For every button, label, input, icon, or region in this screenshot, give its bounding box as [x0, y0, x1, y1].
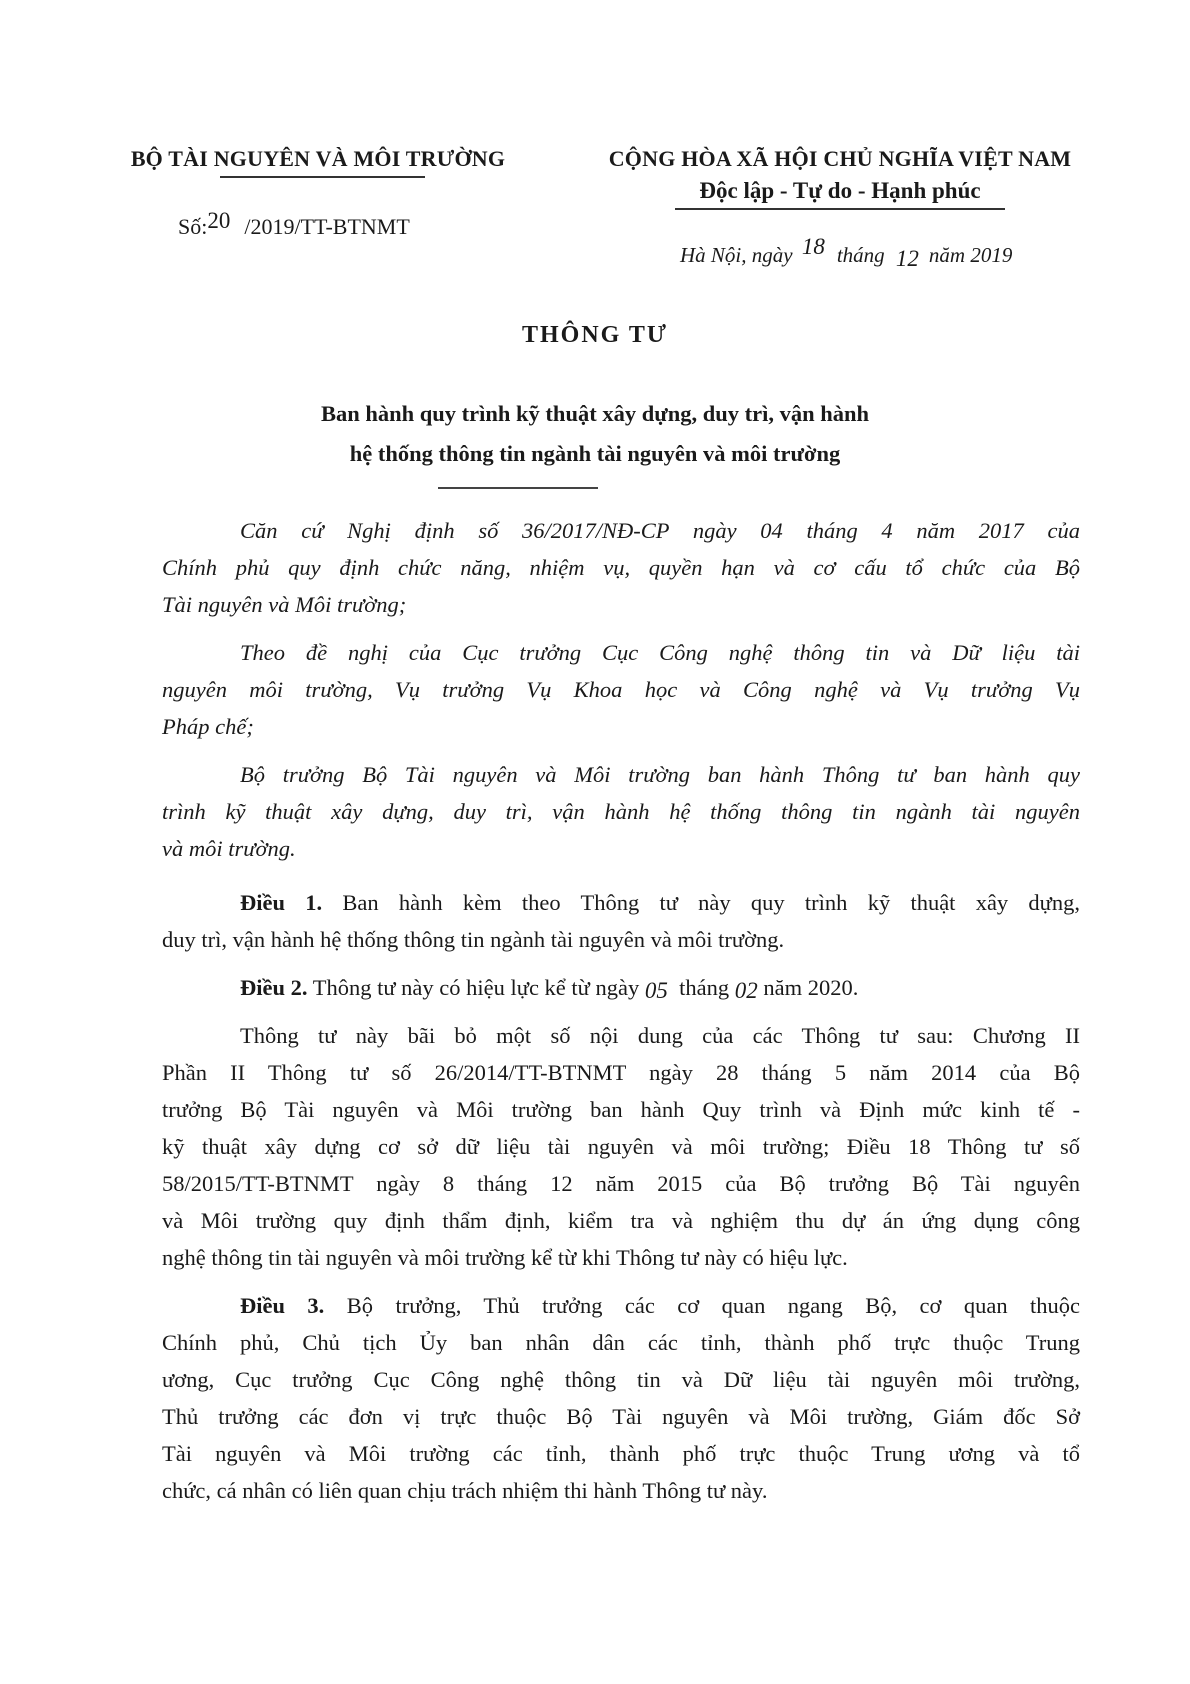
place-date	[680, 234, 1013, 271]
doc-number-prefix: Số:	[178, 214, 208, 239]
place-date-prefix: Hà Nội, ngày	[680, 243, 793, 267]
text-line: nguyên môi trường, Vụ trưởng Vụ Khoa học và Công nghệ và Vụ trưởng Vụ	[162, 677, 1080, 702]
date-month: 12	[895, 246, 919, 271]
article-label: Điều 2.	[240, 975, 308, 1000]
subject-line: Ban hành quy trình kỹ thuật xây dựng, duy trì, vận hành	[320, 401, 870, 426]
text-line: trình kỹ thuật xây dựng, duy trì, vận hành hệ thống thông tin ngành tài nguyên	[162, 799, 1080, 824]
article-3	[162, 1287, 1080, 1509]
preamble-proposal	[162, 634, 1080, 745]
text-line: Tài nguyên và Môi trường các tỉnh, thành phố trực thuộc Trung ương và tổ	[162, 1441, 1080, 1466]
text-line: Thủ trưởng các đơn vị trực thuộc Bộ Tài nguyên và Môi trường, Giám đốc Sở	[162, 1404, 1080, 1429]
doc-number-suffix: /2019/TT-BTNMT	[244, 214, 410, 239]
date-month-label: tháng	[836, 243, 885, 267]
text-line: và môi trường.	[162, 836, 296, 861]
effective-month-label: tháng	[679, 975, 730, 1000]
article-text: Ban hành kèm theo Thông tư này quy trình kỹ thuật xây dựng,	[342, 890, 1081, 915]
national-motto: Độc lập - Tự do - Hạnh phúc	[699, 178, 981, 203]
text-line	[162, 969, 1080, 1006]
agency-header	[98, 146, 538, 178]
text-line: Thông tư này bãi bỏ một số nội dung của các Thông tư sau: Chương II	[240, 1023, 1080, 1048]
text-line: chức, cá nhân có liên quan chịu trách nhiệm thi hành Thông tư này.	[162, 1478, 768, 1503]
text-line: 58/2015/TT-BTNMT ngày 8 tháng 12 năm 2015 của Bộ trưởng Bộ Tài nguyên	[162, 1171, 1080, 1196]
text-line: Chính phủ quy định chức năng, nhiệm vụ, quyền hạn và cơ cấu tổ chức của Bộ	[162, 555, 1080, 580]
text-line: kỹ thuật xây dựng cơ sở dữ liệu tài nguyên và môi trường; Điều 18 Thông tư số	[162, 1134, 1080, 1159]
text-line: Bộ trưởng Bộ Tài nguyên và Môi trường ban hành Thông tư ban hành quy	[240, 762, 1080, 787]
document-number	[178, 208, 410, 240]
text-line: và Môi trường quy định thẩm định, kiểm tra và nghiệm thu dự án ứng dụng công	[162, 1208, 1080, 1233]
agency-name: BỘ TÀI NGUYÊN VÀ MÔI TRƯỜNG	[130, 146, 506, 171]
article-label: Điều 3.	[240, 1293, 325, 1318]
text-line: Phần II Thông tư số 26/2014/TT-BTNMT ngày 28 tháng 5 năm 2014 của Bộ	[162, 1060, 1080, 1085]
text-line: Theo đề nghị của Cục trưởng Cục Công nghệ thông tin và Dữ liệu tài	[240, 640, 1080, 665]
text-line: Tài nguyên và Môi trường;	[162, 592, 407, 617]
effective-day: 05	[644, 978, 668, 1003]
document-body	[162, 512, 1080, 1520]
text-line: trưởng Bộ Tài nguyên và Môi trường ban hành Quy trình và Định mức kinh tế -	[162, 1097, 1080, 1122]
agency-underline	[220, 176, 425, 178]
country-name: CỘNG HÒA XÃ HỘI CHỦ NGHĨA VIỆT NAM	[608, 146, 1072, 171]
preamble-legal-basis	[162, 512, 1080, 623]
document-subject	[0, 394, 1190, 474]
article-1	[162, 884, 1080, 958]
date-day: 18	[801, 234, 825, 259]
text-line: Căn cứ Nghị định số 36/2017/NĐ-CP ngày 04 tháng 4 năm 2017 của	[240, 518, 1080, 543]
subject-underline	[438, 487, 598, 489]
text-line	[162, 884, 1080, 921]
article-text: Thông tư này có hiệu lực kể từ ngày	[312, 975, 640, 1000]
subject-line: hệ thống thông tin ngành tài nguyên và môi trường	[349, 441, 841, 466]
preamble-issuance	[162, 756, 1080, 867]
motto-underline	[675, 208, 1005, 210]
text-line: nghệ thông tin tài nguyên và môi trường kể từ khi Thông tư này có hiệu lực.	[162, 1245, 848, 1270]
text-line: Pháp chế;	[162, 714, 254, 739]
text-line: duy trì, vận hành hệ thống thông tin ngành tài nguyên và môi trường.	[162, 927, 785, 952]
effective-month: 02	[734, 978, 758, 1003]
document-type-title: THÔNG TƯ	[521, 322, 669, 348]
article-2	[162, 969, 1080, 1006]
national-header	[560, 146, 1120, 210]
article-2-repeal	[162, 1017, 1080, 1276]
article-label: Điều 1.	[240, 890, 323, 915]
text-line	[162, 1287, 1080, 1324]
text-line: Chính phủ, Chủ tịch Ủy ban nhân dân các tỉnh, thành phố trực thuộc Trung	[162, 1330, 1080, 1355]
article-text: Bộ trưởng, Thủ trưởng các cơ quan ngang Bộ, cơ quan thuộc	[346, 1293, 1081, 1318]
date-year: năm 2019	[928, 243, 1013, 267]
text-line: ương, Cục trưởng Cục Công nghệ thông tin và Dữ liệu tài nguyên môi trường,	[162, 1367, 1080, 1392]
doc-number-handwritten: 20	[207, 208, 231, 233]
effective-year: năm 2020.	[763, 975, 859, 1000]
